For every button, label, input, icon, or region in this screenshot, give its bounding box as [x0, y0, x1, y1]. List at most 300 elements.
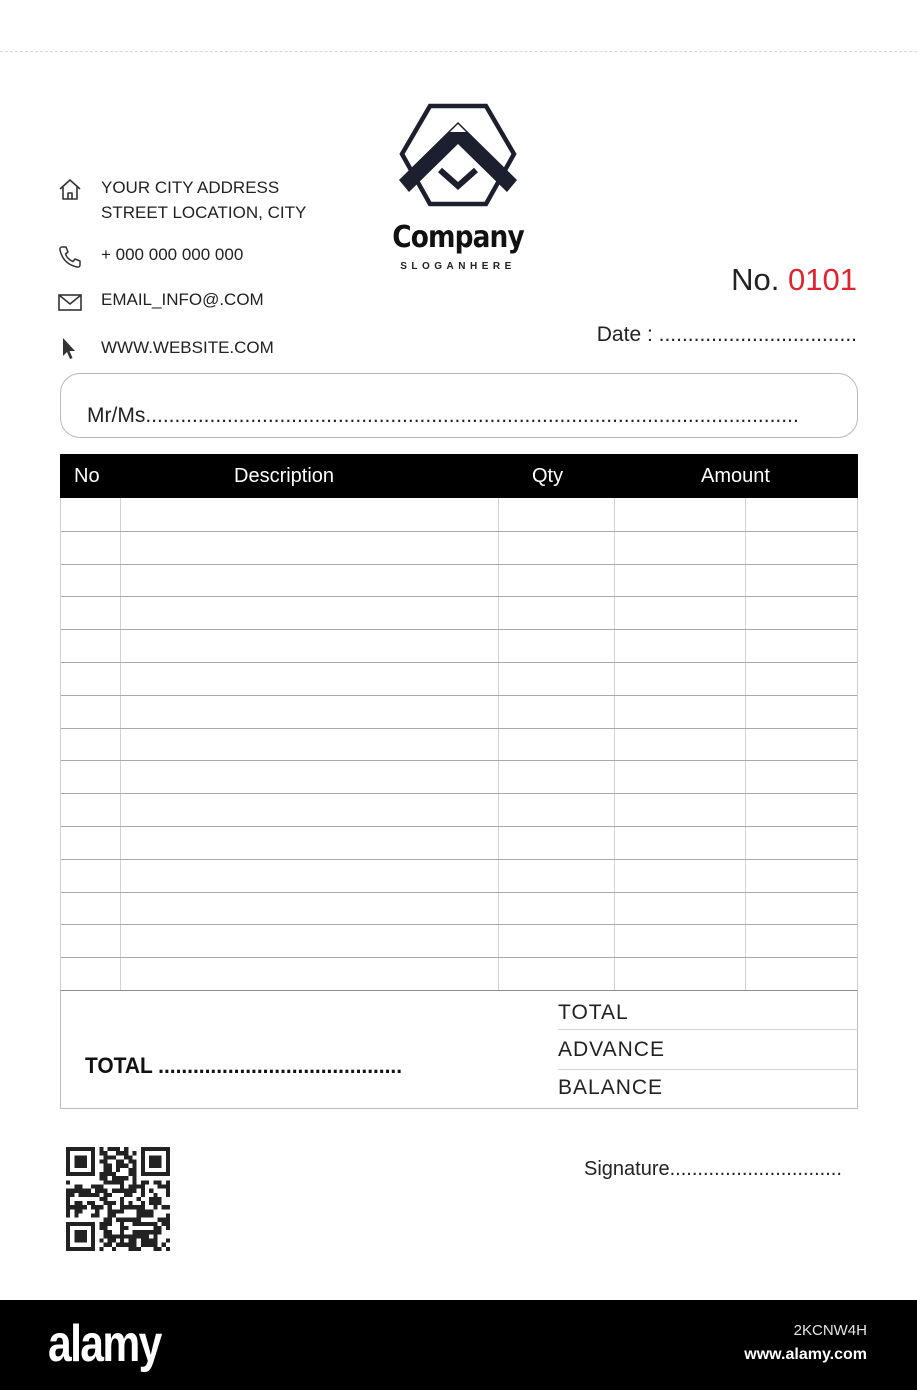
qr-module	[124, 1151, 128, 1155]
qr-module	[133, 1222, 137, 1226]
qr-module	[99, 1172, 103, 1176]
table-row-divider	[61, 531, 857, 532]
qr-module	[74, 1184, 78, 1188]
summary-balance-label: BALANCE	[558, 1076, 664, 1099]
qr-module	[166, 1205, 170, 1209]
qr-module	[137, 1197, 141, 1201]
qr-module	[66, 1189, 70, 1193]
qr-module	[108, 1155, 112, 1159]
stock-website: www.alamy.com	[744, 1346, 867, 1363]
qr-module	[153, 1239, 157, 1243]
table-row-divider	[61, 859, 857, 860]
qr-module	[108, 1201, 112, 1205]
qr-module	[149, 1197, 153, 1201]
qr-module	[120, 1222, 124, 1226]
qr-module	[70, 1205, 74, 1209]
qr-module	[141, 1180, 145, 1184]
signature-field[interactable]: Signature...............................	[584, 1158, 842, 1180]
qr-module	[145, 1239, 149, 1243]
qr-module	[141, 1234, 145, 1238]
qr-module	[103, 1230, 107, 1234]
qr-module	[66, 1205, 70, 1209]
qr-module	[120, 1201, 124, 1205]
qr-module	[158, 1197, 162, 1201]
qr-module	[95, 1189, 99, 1193]
qr-module	[103, 1243, 107, 1247]
qr-module	[70, 1189, 74, 1193]
qr-module	[133, 1180, 137, 1184]
qr-module	[112, 1201, 116, 1205]
qr-module	[128, 1172, 132, 1176]
table-row-divider	[61, 760, 857, 761]
items-table-body[interactable]	[60, 498, 858, 990]
qr-module	[74, 1189, 78, 1193]
qr-module	[103, 1201, 107, 1205]
qr-module	[103, 1168, 107, 1172]
qr-module	[78, 1205, 82, 1209]
company-slogan: SLOGANHERE	[400, 261, 516, 272]
qr-module	[95, 1205, 99, 1209]
qr-module	[78, 1201, 82, 1205]
qr-module	[162, 1243, 166, 1247]
qr-module	[141, 1222, 145, 1226]
qr-module	[108, 1218, 112, 1222]
qr-module	[91, 1214, 95, 1218]
qr-module	[145, 1230, 149, 1234]
qr-module	[78, 1189, 82, 1193]
qr-module	[112, 1155, 116, 1159]
qr-module	[166, 1180, 170, 1184]
qr-module	[91, 1205, 95, 1209]
qr-module	[99, 1247, 103, 1251]
table-row-divider	[61, 793, 857, 794]
stock-watermark-bar	[0, 1300, 917, 1390]
qr-module	[99, 1226, 103, 1230]
qr-module	[149, 1230, 153, 1234]
qr-module	[133, 1243, 137, 1247]
qr-module	[99, 1189, 103, 1193]
qr-module	[116, 1209, 120, 1213]
qr-module	[133, 1234, 137, 1238]
qr-module	[166, 1193, 170, 1197]
qr-module	[166, 1214, 170, 1218]
qr-module	[149, 1209, 153, 1213]
mail-icon	[56, 288, 84, 316]
qr-module	[124, 1176, 128, 1180]
qr-module	[124, 1218, 128, 1222]
qr-module	[99, 1184, 103, 1188]
qr-module	[103, 1164, 107, 1168]
qr-module	[112, 1172, 116, 1176]
qr-module	[158, 1201, 162, 1205]
qr-module	[162, 1218, 166, 1222]
table-row-divider	[61, 892, 857, 893]
qr-module	[112, 1147, 116, 1151]
qr-module	[99, 1176, 103, 1180]
qr-module	[116, 1176, 120, 1180]
invoice-number	[731, 262, 857, 298]
qr-module	[162, 1205, 166, 1209]
qr-module	[153, 1197, 157, 1201]
qr-module	[120, 1151, 124, 1155]
qr-module	[116, 1243, 120, 1247]
qr-module	[112, 1214, 116, 1218]
summary-divider	[558, 1069, 858, 1070]
qr-module	[108, 1209, 112, 1213]
qr-module	[145, 1243, 149, 1247]
qr-module	[145, 1222, 149, 1226]
qr-module	[153, 1230, 157, 1234]
top-dashed-rule	[0, 51, 917, 52]
logo-mark	[396, 100, 520, 212]
qr-module	[124, 1243, 128, 1247]
qr-module	[108, 1214, 112, 1218]
qr-module	[153, 1222, 157, 1226]
qr-module	[153, 1201, 157, 1205]
qr-module	[108, 1193, 112, 1197]
qr-module	[120, 1234, 124, 1238]
totals-section	[60, 990, 858, 1109]
qr-module	[149, 1243, 153, 1247]
qr-module	[112, 1189, 116, 1193]
table-row-divider	[61, 826, 857, 827]
qr-module	[108, 1147, 112, 1151]
qr-module	[120, 1205, 124, 1209]
qr-module	[145, 1234, 149, 1238]
qr-module	[116, 1189, 120, 1193]
qr-module	[95, 1209, 99, 1213]
qr-module	[166, 1189, 170, 1193]
qr-module	[120, 1218, 124, 1222]
qr-module	[112, 1176, 116, 1180]
qr-module	[116, 1159, 120, 1163]
qr-module	[108, 1239, 112, 1243]
qr-module	[137, 1209, 141, 1213]
qr-module	[133, 1168, 137, 1172]
company-logo	[378, 100, 538, 280]
qr-module	[141, 1230, 145, 1234]
qr-module	[83, 1189, 87, 1193]
qr-module	[158, 1184, 162, 1188]
qr-module	[158, 1226, 162, 1230]
column-divider-amount	[745, 498, 746, 990]
address-line-1: YOUR CITY ADDRESS	[101, 178, 280, 197]
qr-module	[116, 1180, 120, 1184]
qr-module	[120, 1197, 124, 1201]
qr-module	[108, 1243, 112, 1247]
qr-module	[128, 1218, 132, 1222]
qr-module	[141, 1205, 145, 1209]
qr-module	[120, 1243, 124, 1247]
qr-module	[124, 1205, 128, 1209]
qr-module	[141, 1193, 145, 1197]
qr-module	[137, 1205, 141, 1209]
qr-module	[141, 1214, 145, 1218]
stock-brand-logo: alamy	[48, 1315, 161, 1373]
qr-module	[66, 1193, 70, 1197]
qr-module	[128, 1184, 132, 1188]
qr-module	[149, 1214, 153, 1218]
qr-module	[103, 1226, 107, 1230]
qr-module	[83, 1205, 87, 1209]
qr-module	[116, 1151, 120, 1155]
qr-module	[128, 1159, 132, 1163]
table-row-divider	[61, 662, 857, 663]
column-divider-description	[498, 498, 499, 990]
qr-module	[108, 1205, 112, 1209]
qr-module	[166, 1218, 170, 1222]
qr-module	[128, 1239, 132, 1243]
qr-module	[137, 1214, 141, 1218]
qr-module	[103, 1222, 107, 1226]
qr-module	[149, 1201, 153, 1205]
email-address: EMAIL_INFO@.COM	[101, 290, 264, 309]
summary-total-label: TOTAL	[558, 1001, 629, 1024]
qr-module	[120, 1184, 124, 1188]
qr-module	[145, 1209, 149, 1213]
qr-module	[133, 1172, 137, 1176]
qr-module	[99, 1159, 103, 1163]
qr-module	[78, 1209, 82, 1213]
company-name: Company	[392, 220, 524, 255]
qr-module	[149, 1189, 153, 1193]
qr-module	[120, 1176, 124, 1180]
qr-module	[120, 1189, 124, 1193]
qr-module	[120, 1159, 124, 1163]
qr-module	[153, 1226, 157, 1230]
customer-name-box[interactable]	[60, 373, 858, 438]
qr-module	[128, 1201, 132, 1205]
qr-module	[162, 1184, 166, 1188]
qr-module	[103, 1155, 107, 1159]
qr-module	[128, 1155, 132, 1159]
qr-module	[133, 1164, 137, 1168]
qr-module	[99, 1205, 103, 1209]
qr-module	[120, 1209, 124, 1213]
qr-module	[137, 1247, 141, 1251]
qr-code	[63, 1147, 173, 1251]
qr-module	[91, 1201, 95, 1205]
qr-module	[103, 1180, 107, 1184]
qr-module	[66, 1201, 70, 1205]
qr-module	[124, 1226, 128, 1230]
qr-module	[95, 1184, 99, 1188]
table-row-divider	[61, 596, 857, 597]
qr-module	[103, 1176, 107, 1180]
qr-module	[103, 1234, 107, 1238]
table-row-divider	[61, 924, 857, 925]
qr-module	[108, 1230, 112, 1234]
qr-module	[70, 1193, 74, 1197]
qr-module	[91, 1184, 95, 1188]
invoice-number-label: No.	[731, 262, 780, 297]
qr-module	[74, 1205, 78, 1209]
qr-module	[99, 1147, 103, 1151]
qr-module	[141, 1184, 145, 1188]
column-divider-qty	[614, 498, 615, 990]
qr-module	[166, 1247, 170, 1251]
qr-module	[153, 1243, 157, 1247]
table-row-divider	[61, 629, 857, 630]
qr-module	[124, 1147, 128, 1151]
column-divider-no	[120, 498, 121, 990]
qr-module	[153, 1180, 157, 1184]
qr-module	[103, 1151, 107, 1155]
stock-image-code: 2KCNW4H	[793, 1322, 867, 1339]
qr-module	[112, 1209, 116, 1213]
home-icon	[56, 176, 84, 204]
qr-module	[137, 1222, 141, 1226]
qr-module	[166, 1226, 170, 1230]
qr-module	[133, 1159, 137, 1163]
column-header-amount: Amount	[701, 465, 770, 487]
qr-module	[87, 1193, 91, 1197]
qr-module	[99, 1239, 103, 1243]
qr-module	[153, 1234, 157, 1238]
date-field[interactable]: Date : ..................................	[596, 323, 857, 346]
qr-module	[112, 1234, 116, 1238]
phone-icon	[56, 243, 84, 271]
column-header-description: Description	[234, 465, 335, 487]
items-table-header	[60, 454, 858, 498]
qr-module	[91, 1193, 95, 1197]
qr-module	[128, 1193, 132, 1197]
qr-module	[124, 1234, 128, 1238]
qr-module	[108, 1172, 112, 1176]
customer-name-field[interactable]: Mr/Ms................................................................................................................	[87, 404, 799, 427]
qr-module	[133, 1189, 137, 1193]
column-header-no: No	[74, 465, 100, 487]
qr-module	[153, 1247, 157, 1251]
qr-module	[166, 1222, 170, 1226]
qr-module	[149, 1239, 153, 1243]
qr-module	[124, 1189, 128, 1193]
phone-number: + 000 000 000 000	[101, 245, 244, 264]
qr-module	[120, 1180, 124, 1184]
qr-module	[112, 1239, 116, 1243]
qr-module	[112, 1180, 116, 1184]
qr-module	[141, 1209, 145, 1213]
qr-module	[133, 1247, 137, 1251]
qr-module	[158, 1230, 162, 1234]
qr-module	[120, 1226, 124, 1230]
qr-module	[133, 1151, 137, 1155]
qr-module	[74, 1209, 78, 1213]
qr-module	[149, 1222, 153, 1226]
qr-module	[99, 1197, 103, 1201]
qr-module	[133, 1239, 137, 1243]
qr-module	[66, 1180, 70, 1184]
qr-module	[120, 1164, 124, 1168]
column-header-qty: Qty	[532, 465, 564, 487]
qr-module	[103, 1189, 107, 1193]
qr-module	[120, 1230, 124, 1234]
qr-module	[128, 1189, 132, 1193]
qr-module	[103, 1172, 107, 1176]
qr-module	[108, 1168, 112, 1172]
qr-module	[108, 1180, 112, 1184]
qr-module	[74, 1201, 78, 1205]
qr-module	[137, 1234, 141, 1238]
qr-module	[103, 1218, 107, 1222]
qr-module	[116, 1234, 120, 1238]
qr-module	[158, 1180, 162, 1184]
qr-module	[83, 1193, 87, 1197]
qr-module	[99, 1222, 103, 1226]
qr-module	[116, 1168, 120, 1172]
qr-module	[95, 1214, 99, 1218]
qr-module	[137, 1218, 141, 1222]
qr-module	[108, 1234, 112, 1238]
qr-module	[66, 1209, 70, 1213]
qr-module	[99, 1151, 103, 1155]
summary-divider	[558, 1029, 858, 1030]
invoice-number-value: 0101	[788, 262, 857, 297]
qr-module	[133, 1230, 137, 1234]
qr-module	[74, 1214, 78, 1218]
qr-module	[166, 1239, 170, 1243]
qr-module	[128, 1168, 132, 1172]
qr-module	[141, 1201, 145, 1205]
qr-module	[158, 1247, 162, 1251]
qr-module	[158, 1218, 162, 1222]
table-row-divider	[61, 695, 857, 696]
cursor-icon	[56, 336, 84, 364]
qr-module	[128, 1234, 132, 1238]
table-row-divider	[61, 564, 857, 565]
qr-module	[66, 1197, 70, 1201]
qr-module	[95, 1193, 99, 1197]
qr-module	[66, 1214, 70, 1218]
qr-module	[133, 1176, 137, 1180]
qr-module	[103, 1193, 107, 1197]
website-url: WWW.WEBSITE.COM	[101, 338, 274, 357]
qr-module	[141, 1189, 145, 1193]
qr-module	[133, 1205, 137, 1209]
qr-module	[78, 1193, 82, 1197]
qr-module	[112, 1247, 116, 1251]
qr-module	[108, 1222, 112, 1226]
qr-module	[124, 1164, 128, 1168]
qr-module	[103, 1197, 107, 1201]
qr-module	[133, 1184, 137, 1188]
qr-module	[108, 1164, 112, 1168]
summary-advance-label: ADVANCE	[558, 1038, 665, 1061]
qr-module	[78, 1184, 82, 1188]
address-line-2: STREET LOCATION, CITY	[101, 203, 307, 222]
qr-module	[166, 1184, 170, 1188]
qr-module	[137, 1230, 141, 1234]
qr-module	[124, 1193, 128, 1197]
qr-module	[128, 1205, 132, 1209]
qr-module	[153, 1205, 157, 1209]
table-row-divider	[61, 957, 857, 958]
qr-module	[124, 1155, 128, 1159]
total-amount-line[interactable]: TOTAL ..........................................	[85, 1053, 403, 1078]
qr-module	[133, 1218, 137, 1222]
table-row-divider	[61, 728, 857, 729]
qr-module	[162, 1222, 166, 1226]
qr-module	[137, 1184, 141, 1188]
qr-module	[141, 1243, 145, 1247]
qr-module	[103, 1159, 107, 1163]
qr-module	[128, 1243, 132, 1247]
qr-module	[87, 1189, 91, 1193]
qr-module	[116, 1147, 120, 1151]
qr-module	[141, 1239, 145, 1243]
qr-module	[145, 1180, 149, 1184]
qr-module	[128, 1247, 132, 1251]
